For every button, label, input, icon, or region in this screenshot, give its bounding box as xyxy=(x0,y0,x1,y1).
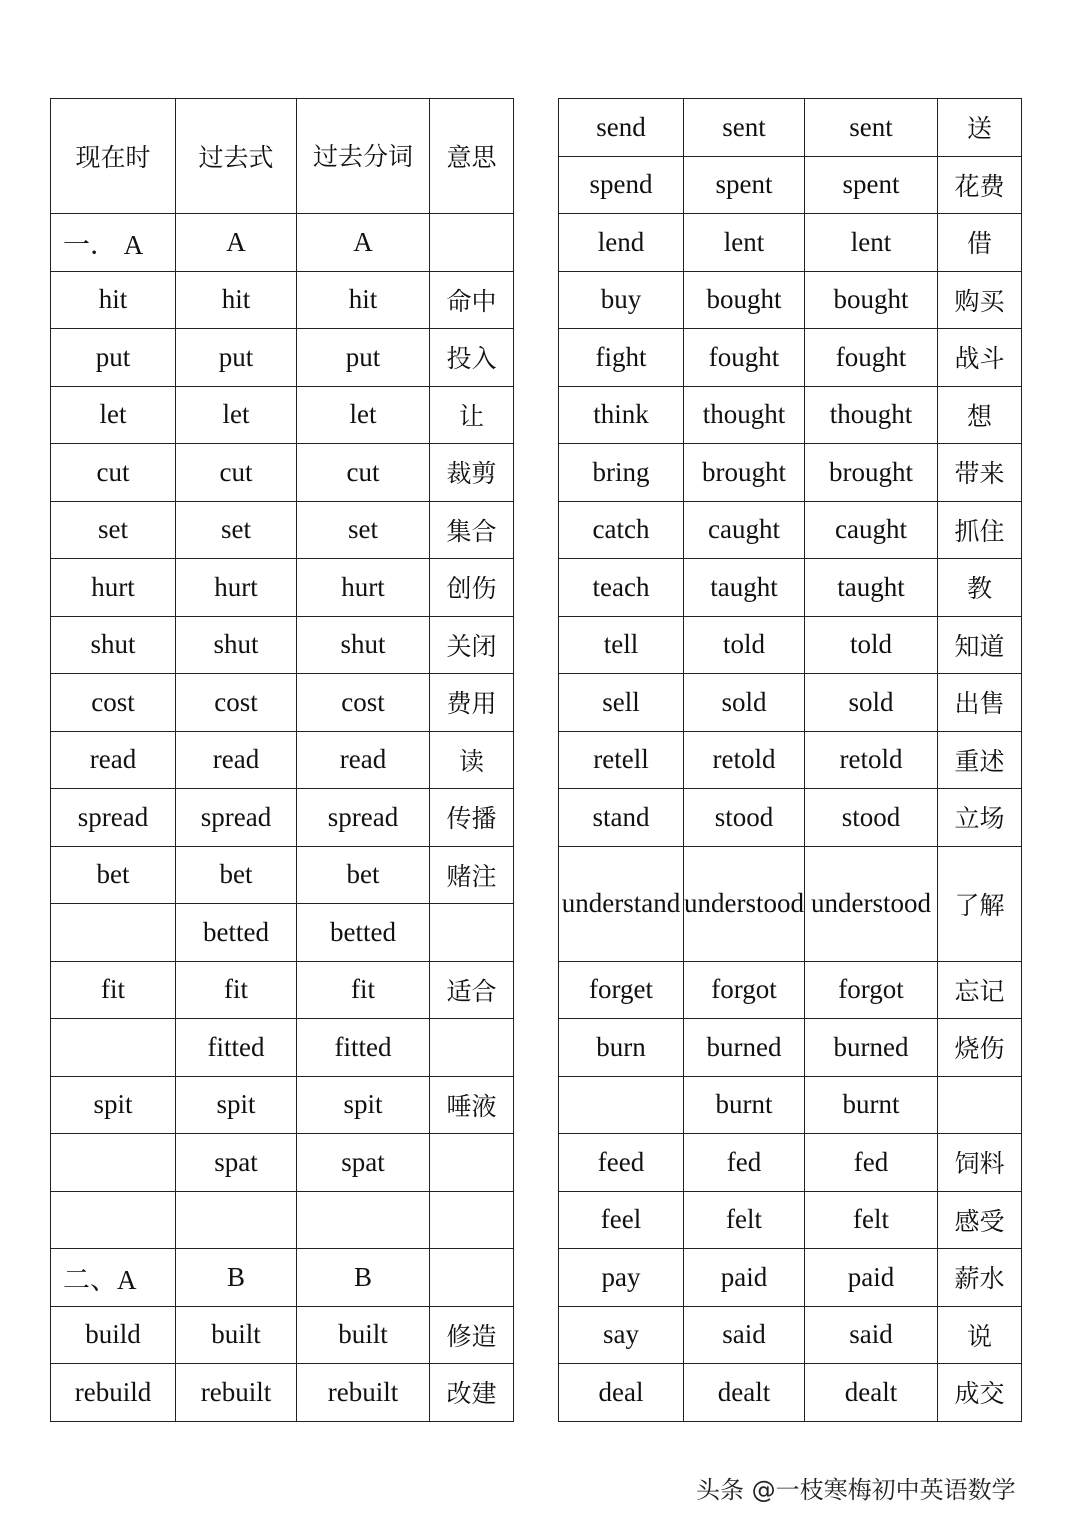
participle-cell: fit xyxy=(297,961,430,1019)
participle-cell: built xyxy=(297,1306,430,1364)
past-cell: brought xyxy=(684,444,805,502)
table-row xyxy=(51,501,514,559)
past-cell: fitted xyxy=(176,1019,297,1077)
past-cell: retold xyxy=(684,731,805,789)
table-row xyxy=(51,904,514,962)
meaning-cell: 借 xyxy=(938,214,1022,272)
participle-cell: paid xyxy=(805,1249,938,1307)
table-row xyxy=(51,674,514,732)
participle-cell: felt xyxy=(805,1191,938,1249)
participle-cell: rebuilt xyxy=(297,1364,430,1422)
meaning-cell: 修造 xyxy=(430,1306,514,1364)
participle-cell: fitted xyxy=(297,1019,430,1077)
meaning-cell: 集合 xyxy=(430,501,514,559)
present-cell: bet xyxy=(51,846,176,904)
participle-cell: sold xyxy=(805,674,938,732)
meaning-cell: 购买 xyxy=(938,271,1022,329)
participle-cell: thought xyxy=(805,386,938,444)
table-row xyxy=(559,731,1022,789)
past-cell: sold xyxy=(684,674,805,732)
participle-cell: betted xyxy=(297,904,430,962)
present-cell: say xyxy=(559,1306,684,1364)
participle-cell: lent xyxy=(805,214,938,272)
meaning-cell: 创伤 xyxy=(430,559,514,617)
past-cell: read xyxy=(176,731,297,789)
table-row xyxy=(51,731,514,789)
participle-cell: bet xyxy=(297,846,430,904)
present-cell: spit xyxy=(51,1076,176,1134)
participle-cell: spit xyxy=(297,1076,430,1134)
past-cell: told xyxy=(684,616,805,674)
table-row xyxy=(559,214,1022,272)
present-cell: sell xyxy=(559,674,684,732)
past-cell: B xyxy=(176,1249,297,1307)
meaning-cell xyxy=(430,1191,514,1249)
header-past-participle: 过去分词 xyxy=(297,99,430,214)
meaning-cell xyxy=(430,1134,514,1192)
present-cell: put xyxy=(51,329,176,387)
meaning-cell: 重述 xyxy=(938,731,1022,789)
past-cell: said xyxy=(684,1306,805,1364)
participle-cell: bought xyxy=(805,271,938,329)
participle-cell: set xyxy=(297,501,430,559)
table-row xyxy=(51,271,514,329)
past-cell: hurt xyxy=(176,559,297,617)
meaning-cell xyxy=(430,904,514,962)
table-row xyxy=(51,1134,514,1192)
header-present: 现在时 xyxy=(51,99,176,214)
present-cell: read xyxy=(51,731,176,789)
meaning-cell: 适合 xyxy=(430,961,514,1019)
present-cell: cost xyxy=(51,674,176,732)
table-row xyxy=(559,99,1022,157)
past-cell: burnt xyxy=(684,1076,805,1134)
past-cell: forgot xyxy=(684,961,805,1019)
present-cell: feel xyxy=(559,1191,684,1249)
participle-cell xyxy=(297,1191,430,1249)
participle-cell: fought xyxy=(805,329,938,387)
past-cell: spit xyxy=(176,1076,297,1134)
past-cell: thought xyxy=(684,386,805,444)
participle-cell: A xyxy=(297,214,430,272)
meaning-cell: 说 xyxy=(938,1306,1022,1364)
table-row xyxy=(559,1306,1022,1364)
past-cell: paid xyxy=(684,1249,805,1307)
table-row xyxy=(51,444,514,502)
table-row xyxy=(559,559,1022,617)
table-row xyxy=(559,1076,1022,1134)
participle-cell: stood xyxy=(805,789,938,847)
table-row xyxy=(51,616,514,674)
participle-cell: burned xyxy=(805,1019,938,1077)
meaning-cell: 了解 xyxy=(938,846,1022,961)
present-cell: rebuild xyxy=(51,1364,176,1422)
table-row xyxy=(559,674,1022,732)
meaning-cell: 饲料 xyxy=(938,1134,1022,1192)
table-row xyxy=(559,386,1022,444)
past-cell: built xyxy=(176,1306,297,1364)
meaning-cell: 费用 xyxy=(430,674,514,732)
past-cell: fought xyxy=(684,329,805,387)
present-cell: tell xyxy=(559,616,684,674)
table-row xyxy=(51,1076,514,1134)
past-cell: understood xyxy=(684,846,805,961)
meaning-cell: 知道 xyxy=(938,616,1022,674)
table-row xyxy=(559,789,1022,847)
present-cell: lend xyxy=(559,214,684,272)
present-cell xyxy=(51,1134,176,1192)
past-cell: fed xyxy=(684,1134,805,1192)
table-row xyxy=(51,386,514,444)
participle-cell: understood xyxy=(805,846,938,961)
left-verb-table xyxy=(50,98,514,1422)
present-cell: stand xyxy=(559,789,684,847)
past-cell: shut xyxy=(176,616,297,674)
past-cell: hit xyxy=(176,271,297,329)
table-row xyxy=(559,156,1022,214)
past-cell: lent xyxy=(684,214,805,272)
table-row xyxy=(559,961,1022,1019)
present-cell: burn xyxy=(559,1019,684,1077)
meaning-cell: 烧伤 xyxy=(938,1019,1022,1077)
past-cell: set xyxy=(176,501,297,559)
meaning-cell: 命中 xyxy=(430,271,514,329)
past-cell: taught xyxy=(684,559,805,617)
past-cell: A xyxy=(176,214,297,272)
present-cell: let xyxy=(51,386,176,444)
present-cell: 二、A xyxy=(51,1249,176,1307)
past-cell: rebuilt xyxy=(176,1364,297,1422)
header-past: 过去式 xyxy=(176,99,297,214)
past-cell: put xyxy=(176,329,297,387)
participle-cell: forgot xyxy=(805,961,938,1019)
meaning-cell: 薪水 xyxy=(938,1249,1022,1307)
present-cell: 一． A xyxy=(51,214,176,272)
participle-cell: put xyxy=(297,329,430,387)
past-cell: fit xyxy=(176,961,297,1019)
header-meaning: 意思 xyxy=(430,99,514,214)
participle-cell: cut xyxy=(297,444,430,502)
present-cell: hurt xyxy=(51,559,176,617)
present-cell: pay xyxy=(559,1249,684,1307)
past-cell: burned xyxy=(684,1019,805,1077)
participle-cell: shut xyxy=(297,616,430,674)
table-row xyxy=(51,329,514,387)
participle-cell: said xyxy=(805,1306,938,1364)
meaning-cell: 教 xyxy=(938,559,1022,617)
present-cell xyxy=(51,1019,176,1077)
past-cell: sent xyxy=(684,99,805,157)
present-cell: fit xyxy=(51,961,176,1019)
present-cell: send xyxy=(559,99,684,157)
meaning-cell: 立场 xyxy=(938,789,1022,847)
past-cell xyxy=(176,1191,297,1249)
meaning-cell: 裁剪 xyxy=(430,444,514,502)
past-cell: felt xyxy=(684,1191,805,1249)
meaning-cell: 战斗 xyxy=(938,329,1022,387)
table-row xyxy=(559,444,1022,502)
past-cell: bought xyxy=(684,271,805,329)
meaning-cell: 带来 xyxy=(938,444,1022,502)
meaning-cell: 抓住 xyxy=(938,501,1022,559)
table-row xyxy=(51,1306,514,1364)
meaning-cell xyxy=(430,1019,514,1077)
past-cell: let xyxy=(176,386,297,444)
participle-cell: cost xyxy=(297,674,430,732)
past-cell: bet xyxy=(176,846,297,904)
participle-cell: retold xyxy=(805,731,938,789)
meaning-cell: 传播 xyxy=(430,789,514,847)
past-cell: spread xyxy=(176,789,297,847)
participle-cell: hurt xyxy=(297,559,430,617)
meaning-cell: 忘记 xyxy=(938,961,1022,1019)
table-row xyxy=(51,214,514,272)
table-row xyxy=(559,616,1022,674)
past-cell: spent xyxy=(684,156,805,214)
participle-cell: brought xyxy=(805,444,938,502)
participle-cell: taught xyxy=(805,559,938,617)
meaning-cell: 关闭 xyxy=(430,616,514,674)
participle-cell: spread xyxy=(297,789,430,847)
participle-cell: caught xyxy=(805,501,938,559)
table-row xyxy=(51,1249,514,1307)
meaning-cell xyxy=(430,214,514,272)
present-cell: forget xyxy=(559,961,684,1019)
table-row xyxy=(51,789,514,847)
present-cell: bring xyxy=(559,444,684,502)
table-row xyxy=(51,846,514,904)
present-cell: set xyxy=(51,501,176,559)
present-cell: think xyxy=(559,386,684,444)
table-row xyxy=(559,1134,1022,1192)
present-cell: teach xyxy=(559,559,684,617)
left-header-row xyxy=(51,99,514,214)
meaning-cell: 送 xyxy=(938,99,1022,157)
table-row xyxy=(559,1191,1022,1249)
present-cell: understand xyxy=(559,846,684,961)
meaning-cell: 成交 xyxy=(938,1364,1022,1422)
meaning-cell: 想 xyxy=(938,386,1022,444)
present-cell: buy xyxy=(559,271,684,329)
present-cell: shut xyxy=(51,616,176,674)
meaning-cell: 花费 xyxy=(938,156,1022,214)
table-row xyxy=(559,329,1022,387)
past-cell: spat xyxy=(176,1134,297,1192)
participle-cell: hit xyxy=(297,271,430,329)
present-cell: cut xyxy=(51,444,176,502)
table-row xyxy=(51,1019,514,1077)
present-cell: spend xyxy=(559,156,684,214)
participle-cell: read xyxy=(297,731,430,789)
meaning-cell: 赌注 xyxy=(430,846,514,904)
present-cell: catch xyxy=(559,501,684,559)
past-cell: cost xyxy=(176,674,297,732)
table-row xyxy=(51,1364,514,1422)
meaning-cell xyxy=(430,1249,514,1307)
meaning-cell: 感受 xyxy=(938,1191,1022,1249)
participle-cell: fed xyxy=(805,1134,938,1192)
participle-cell: dealt xyxy=(805,1364,938,1422)
present-cell: hit xyxy=(51,271,176,329)
meaning-cell: 让 xyxy=(430,386,514,444)
table-row xyxy=(559,846,1022,961)
past-cell: betted xyxy=(176,904,297,962)
past-cell: stood xyxy=(684,789,805,847)
present-cell: fight xyxy=(559,329,684,387)
past-cell: cut xyxy=(176,444,297,502)
meaning-cell xyxy=(938,1076,1022,1134)
meaning-cell: 出售 xyxy=(938,674,1022,732)
table-row xyxy=(51,559,514,617)
present-cell: retell xyxy=(559,731,684,789)
table-row xyxy=(559,1364,1022,1422)
watermark: 头条 @一枝寒梅初中英语数学 xyxy=(696,1476,1016,1504)
participle-cell: spent xyxy=(805,156,938,214)
table-row xyxy=(559,1249,1022,1307)
table-row xyxy=(559,271,1022,329)
participle-cell: sent xyxy=(805,99,938,157)
present-cell: feed xyxy=(559,1134,684,1192)
present-cell xyxy=(559,1076,684,1134)
table-row xyxy=(559,1019,1022,1077)
present-cell xyxy=(51,904,176,962)
participle-cell: B xyxy=(297,1249,430,1307)
present-cell: deal xyxy=(559,1364,684,1422)
present-cell xyxy=(51,1191,176,1249)
table-row xyxy=(51,1191,514,1249)
present-cell: spread xyxy=(51,789,176,847)
past-cell: dealt xyxy=(684,1364,805,1422)
table-row xyxy=(51,961,514,1019)
right-verb-table xyxy=(558,98,1022,1422)
meaning-cell: 读 xyxy=(430,731,514,789)
past-cell: caught xyxy=(684,501,805,559)
present-cell: build xyxy=(51,1306,176,1364)
participle-cell: burnt xyxy=(805,1076,938,1134)
meaning-cell: 改建 xyxy=(430,1364,514,1422)
table-row xyxy=(559,501,1022,559)
participle-cell: let xyxy=(297,386,430,444)
meaning-cell: 唾液 xyxy=(430,1076,514,1134)
participle-cell: spat xyxy=(297,1134,430,1192)
meaning-cell: 投入 xyxy=(430,329,514,387)
participle-cell: told xyxy=(805,616,938,674)
